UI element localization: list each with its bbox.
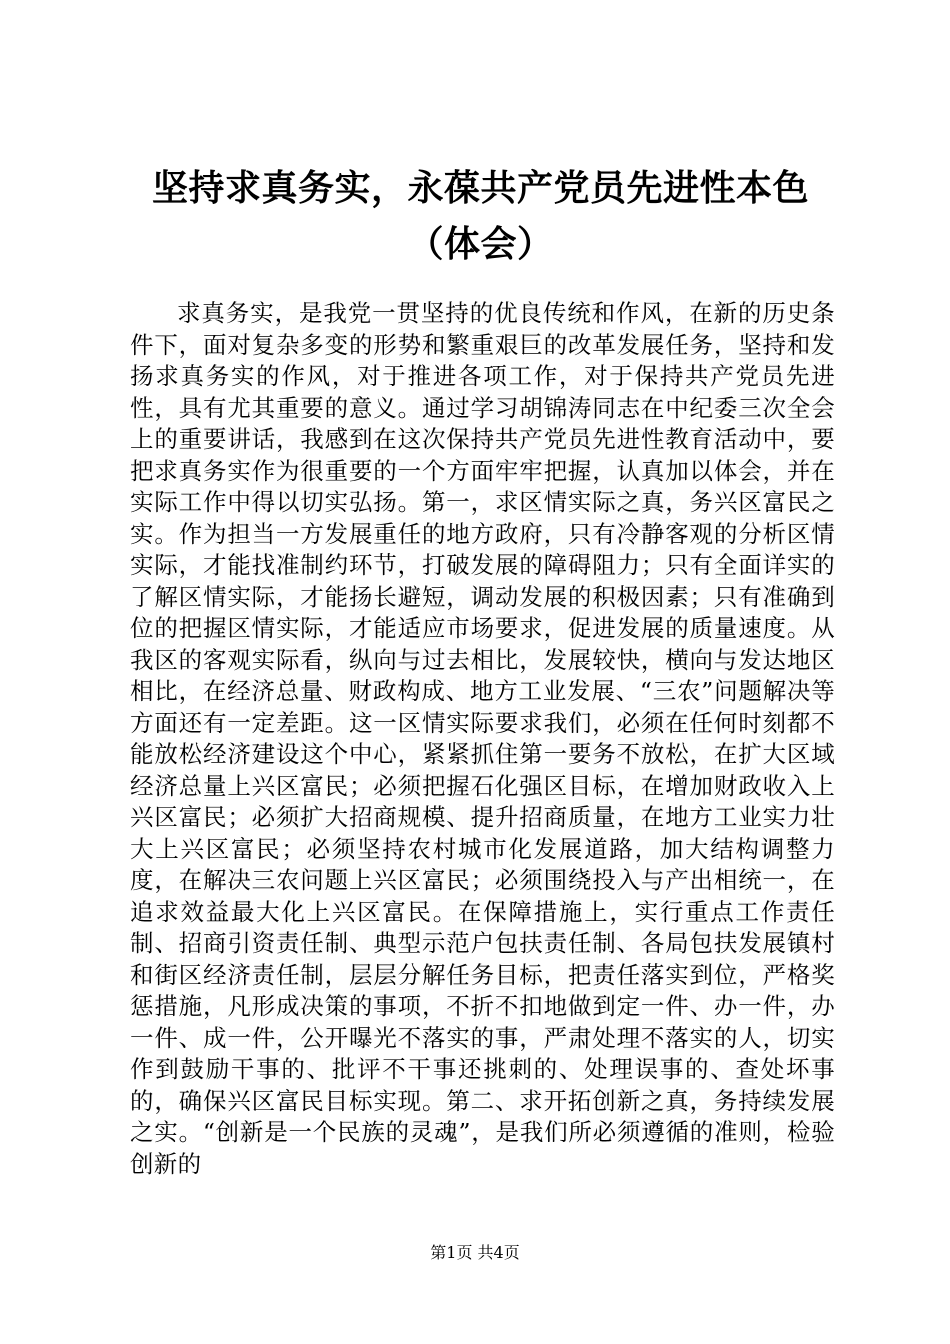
document-title: 坚持求真务实，永葆共产党员先进性本色（体会） [151, 167, 809, 265]
body-paragraph: 求真务实，是我党一贯坚持的优良传统和作风，在新的历史条件下，面对复杂多变的形势和繁重艰巨的改革发展任务，坚持和发扬求真务实的作风，对于推进各项工作，对于保持共产党员先进性，具有尤其重要的意义。通过学习胡锦涛同志在中纪委三次全会上的重要讲话，我感到在这次保持共产党员先进性教育活动中，要把求真务实作为很重要的一个方面牢牢把握，认真加以体会，并在实际工作中得以切实弘扬。第一，求区情实际之真，务兴区富民之实。作为担当一方发展重任的地方政府，只有冷静客观的分析区情实际，才能找准制约环节，打破发展的障碍阻力；只有全面详实的了解区情实际，才能扬长避短，调动发展的积极因素；只有准确到位的把握区情实际，才能适应市场要求，促进发展的质量速度。从我区的客观实际看，纵向与过去相比，发展较快，横向与发达地区相比，在经济总量、财政构成、地方工业发展、“三农”问题解决等方面还有一定差距。这一区情实际要求我们，必须在任何时刻都不能放松经济建设这个中心，紧紧抓住第一要务不放松，在扩大区域经济总量上兴区富民；必须把握石化强区目标，在增加财政收入上兴区富民；必须扩大招商规模、提升招商质量，在地方工业实力壮大上兴区富民；必须坚持农村城市化发展道路，加大结构调整力度，在解决三农问题上兴区富民；必须围绕投入与产出相统一，在追求效益最大化上兴区富民。在保障措施上，实行重点工作责任制、招商引资责任制、典型示范户包扶责任制、各局包扶发展镇村和街区经济责任制，层层分解任务目标，把责任落实到位，严格奖惩措施，凡形成决策的事项，不折不扣地做到定一件、办一件，办一件、成一件，公开曝光不落实的事，严肃处理不落实的人，切实作到鼓励干事的、批评不干事还挑刺的、处理误事的、查处坏事的，确保兴区富民目标实现。第二、求开拓创新之真，务持续发展之实。“创新是一个民族的灵魂”，是我们所必须遵循的准则，检验创新的 [130, 299, 835, 1178]
page-number-footer: 第1页 共4页 [430, 1243, 520, 1262]
